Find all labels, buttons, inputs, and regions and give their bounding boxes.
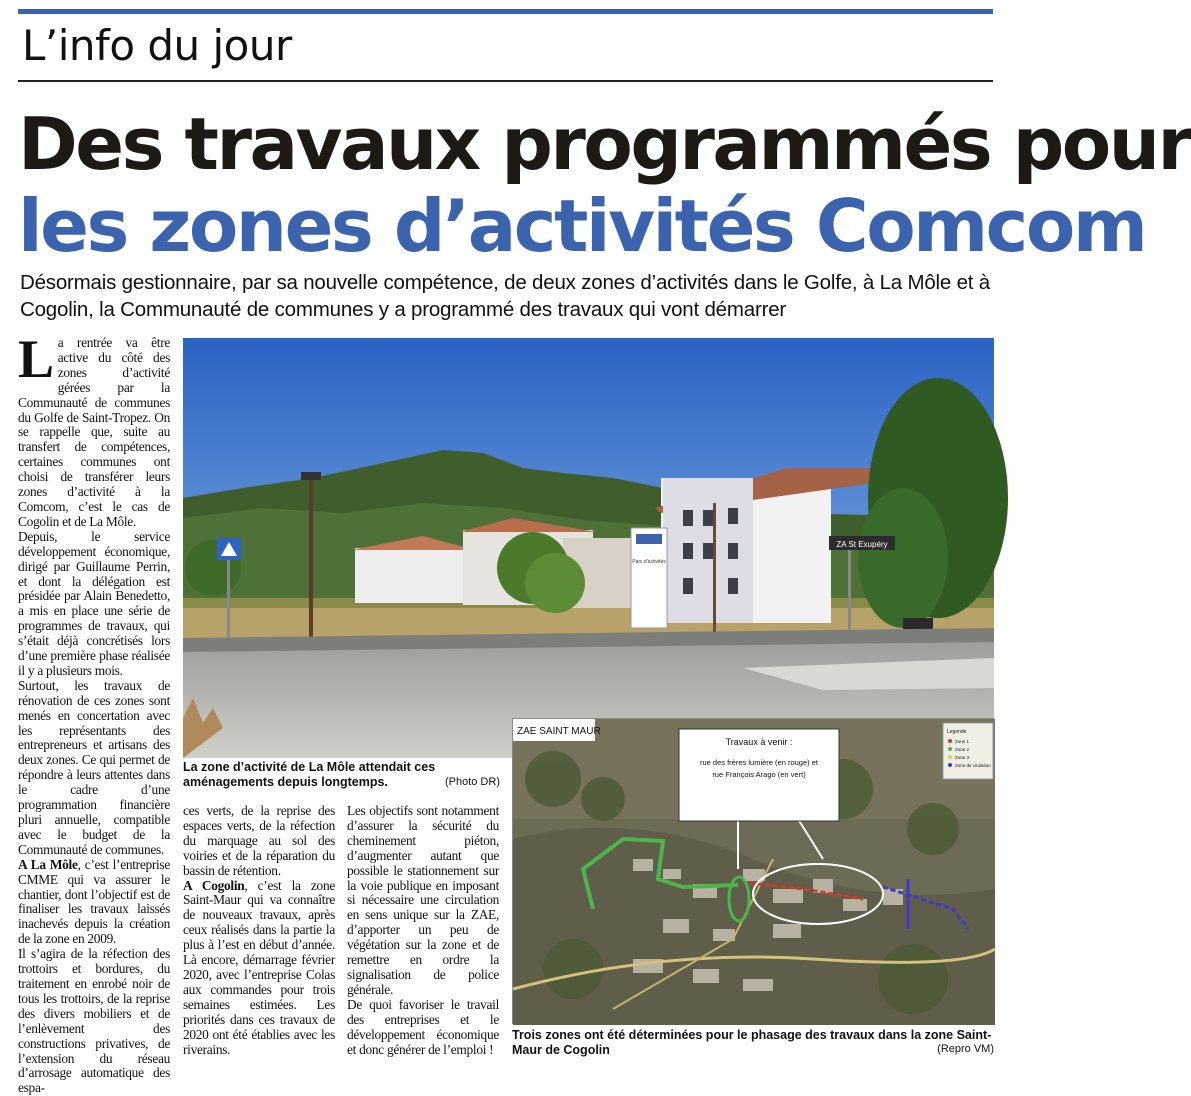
paragraph: Depuis, le service développement économique, dirigé par Guillaume Perrin, et dont la délégation est présidée par Alain Benedetto, a mis en place une série de programmes de travaux, qui s’était déjà concrétisés lors d’une première phase réalisée il y a plusieurs mois. [18,528,170,678]
paragraph: ces verts, de la reprise des espaces verts, de la réfection du marquage au sol des voiries et de la réparation du bassin de rétention. [183,803,335,878]
map-caption: Trois zones ont été déterminées pour le phasage des travaux dans la zone Saint-Maur de Cogolin [512,1028,992,1057]
dropcap: L [18,329,54,389]
sign-board-label: Parc d'activités [632,559,666,565]
paragraph: Surtout, les travaux de rénovation de ces zones sont menés en concertation avec les représentants des entrepreneurs et artisans des deux zones. Ce qui permet de répondre à leurs attentes dans le cadre d’une programmation financière pluri annuelle, compatible avec le budget de la Communauté de communes. [18,677,170,857]
info-box-title: Travaux à venir : [725,737,793,747]
section-rubric: L’info du jour [22,21,292,70]
paragraph [18,858,170,947]
legend-item: Zone de cirulation [955,763,991,768]
article-column-2 [183,804,335,1057]
legend-item: Zone 2 [955,747,970,752]
keyword-la-mole: A La Môle [18,856,78,872]
article-column-1 [18,329,170,1096]
rubric-divider [18,80,993,82]
info-box-line-2: rue François Arago (en vert) [712,770,806,779]
legend-item: Zone 3 [955,755,970,760]
paragraph [18,329,170,530]
paragraph-text: , c’est la zone Saint-Maur qui va connaître de nouveaux travaux, après ceux réalisés dans la partie la plus à l’est en début d’année. Là encore, démarrage février 2020, avec l’entreprise Colas aux commandes pour trois semaines estimées. Les priorités dans ces travaux de 2020 ont été établies avec les riverains. [183,877,335,1057]
info-box-line-1: rue des frères lumière (en rouge) et [700,758,818,767]
aerial-map-illustration [513,719,995,1025]
paragraph: Les objectifs sont notamment d’assurer la sécurité du cheminement piéton, d’augmenter autant que possible le stationnement sur la voie publique en imposant si nécessaire une circulation en sens unique sur la ZAE, d’apporter un peu de végétation sur la zone et de remettre en ordre la signalisation de police générale. [347,803,499,997]
paragraph: De quoi favoriser le travail des entreprises et le développement économique et donc générer de l’emploi ! [347,996,499,1057]
top-accent-bar [18,9,993,14]
photo-la-mole [183,338,994,758]
paragraph [183,879,335,1058]
legend-item: Zone 1 [955,739,970,744]
map-credit: (Repro VM) [937,1043,994,1055]
legend-swatch-yellow [948,755,952,759]
standfirst: Désormais gestionnaire, par sa nouvelle compétence, de deux zones d’activités dans le Golfe, à La Môle et à Cogolin, la Communauté de communes y a programmé des travaux qui vont démarrer [20,271,990,321]
street-sign-label: ZA St Exupéry [836,540,888,549]
keyword-cogolin: A Cogolin [183,877,245,893]
photo-la-mole-credit: (Photo DR) [444,776,500,788]
legend-title: Legende [947,729,967,735]
paragraph: Il s’agira de la réfection des trottoirs et bordures, du traitement en enrobé noir de tous les trottoirs, de la reprise des divers mobiliers et de l’enlèvement des constructions privatives, de l’extension du réseau d’arrosage automatique des espa- [18,946,170,1096]
photo-la-mole-illustration [183,338,994,758]
photo-la-mole-caption: La zone d’activité de La Môle attendait ces aménagements depuis longtemps. [183,760,436,789]
article-column-3 [347,804,499,1057]
headline-line-1: Des travaux programmés pour [18,102,1191,186]
legend-swatch-green [948,747,952,751]
legend-swatch-blue [948,763,952,767]
headline-line-2: les zones d’activités Comcom [18,184,1146,268]
map-title: ZAE SAINT MAUR [517,726,601,737]
paragraph-text: a rentrée va être active du côté des zones d’activité gérées par la Communauté de communes du Golfe de Saint-Tropez. On se rappelle que, suite au transfert de compétences, certaines communes ont choisi de transférer leurs zones d’activité à la Comcom, c’est le cas de Cogolin et de La Môle. [18,335,170,529]
map-zae-saint-maur [512,718,994,1024]
legend-swatch-red [948,739,952,743]
paragraph-text: , c’est l’entreprise CMME qui va assurer le chantier, dont l’objectif est de finaliser les travaux laissés inachevés depuis la création de la zone en 2009. [18,856,170,947]
